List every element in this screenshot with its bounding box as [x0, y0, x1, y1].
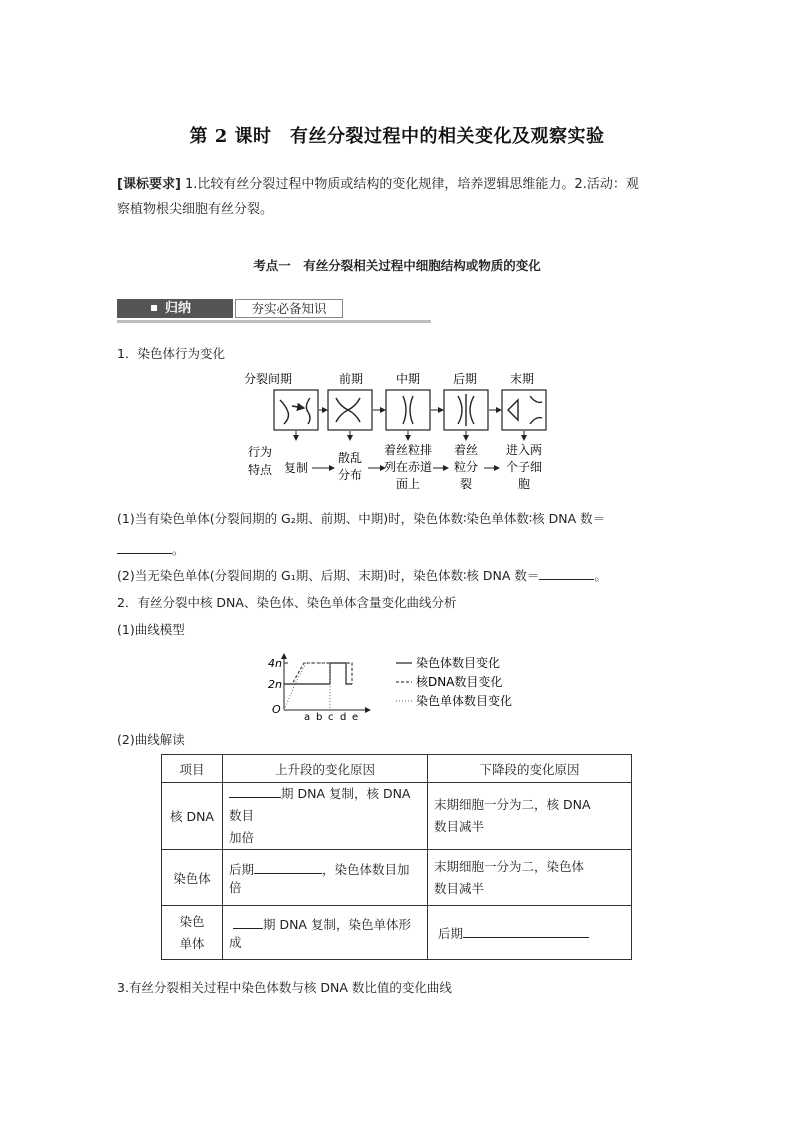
table-cell-down [428, 850, 632, 906]
s1-heading: 1．染色体行为变化 [117, 346, 225, 361]
cell-text: 染色 [179, 913, 205, 929]
behavior-text: 面上 [395, 477, 421, 491]
table-cell-item: 核 DNA [162, 783, 223, 850]
table-row [162, 783, 632, 850]
s2-heading: 2．有丝分裂中核 DNA、染色体、染色单体含量变化曲线分析 [117, 595, 457, 610]
legend-item: 染色体数目变化 [416, 656, 501, 670]
table-header: 下降段的变化原因 [428, 755, 632, 783]
question-1-tail: 。 [172, 542, 185, 557]
banner-right: 夯实必备知识 [235, 299, 343, 318]
table-cell-up [223, 783, 428, 850]
table-header: 上升段的变化原因 [223, 755, 428, 783]
table-row [162, 906, 632, 960]
s3-heading: 3.有丝分裂相关过程中染色体数与核 DNA 数比值的变化曲线 [117, 980, 452, 995]
banner-left-label: 归纳 [165, 301, 192, 316]
cell-text: 期 DNA 复制，染色单体形成 [229, 916, 411, 950]
cell-text: 末期细胞一分为二，染色体 [434, 858, 585, 874]
question-2-text: (2)当无染色单体(分裂间期的 G₁期、后期、末期)时，染色体数∶核 DNA 数＝ [117, 568, 540, 583]
table-row [162, 850, 632, 906]
table-header: 项目 [162, 755, 223, 783]
table-cell-up [223, 906, 428, 960]
behavior-text: 胞 [517, 477, 531, 491]
table-cell-down [428, 783, 632, 850]
requirement-text-2: 察植物根尖细胞有丝分裂。 [117, 202, 274, 217]
requirement-text-1: 1.比较有丝分裂过程中物质或结构的变化规律，培养逻辑思维能力。2.活动：观 [180, 177, 639, 192]
legend-item: 核DNA数目变化 [416, 675, 503, 689]
x-label: b [316, 712, 323, 722]
answer-blank[interactable] [463, 925, 589, 938]
cell-box-interphase [274, 390, 318, 430]
stage-label: 中期 [395, 372, 421, 386]
row-label: 行为 [247, 445, 273, 459]
answer-blank[interactable] [254, 861, 322, 874]
origin-label: O [272, 703, 281, 716]
square-bullet-icon [151, 305, 157, 311]
cell-text: 后期 [437, 925, 463, 941]
cell-box-prophase [328, 390, 372, 430]
dna-curve [284, 663, 352, 684]
section-heading-kaodian: 考点一 有丝分裂相关过程中细胞结构或物质的变化 [253, 258, 541, 273]
cell-text: ，染色体数目加倍 [229, 861, 410, 895]
behavior-text: 个子细 [505, 460, 543, 474]
curve-interpretation-table [161, 754, 632, 960]
x-label: c [328, 712, 334, 722]
behavior-text: 列在赤道 [383, 460, 433, 474]
stage-label: 后期 [452, 372, 478, 386]
cell-box-metaphase [386, 390, 430, 430]
question-2 [117, 566, 607, 584]
behavior-text: 着丝 [453, 443, 479, 457]
stage-label: 分裂间期 [243, 372, 293, 386]
banner-rule [117, 320, 431, 323]
y-label: 2n [268, 678, 282, 691]
behavior-text: 进入两 [505, 443, 543, 457]
table-cell-item: 染色体 [162, 850, 223, 906]
page-title: 第 2 课时 有丝分裂过程中的相关变化及观察实验 [189, 126, 605, 147]
behavior-text: 分布 [337, 468, 363, 482]
x-label: d [340, 712, 347, 722]
cell-text: 末期细胞一分为二，核 DNA [434, 797, 591, 812]
s2-sub2: (2)曲线解读 [117, 732, 185, 747]
cell-text: 数目减半 [434, 880, 485, 896]
row-label: 特点 [247, 463, 273, 477]
curriculum-requirement [117, 172, 679, 222]
stage-label: 末期 [509, 372, 535, 386]
chromatid-curve [284, 663, 330, 710]
table-cell-up [223, 850, 428, 906]
x-label: a [304, 712, 311, 722]
question-1 [117, 509, 687, 558]
stage-label: 前期 [338, 372, 364, 386]
table-header-row [162, 755, 632, 783]
cell-text: 加倍 [229, 830, 255, 845]
x-label: e [352, 712, 359, 722]
cell-text: 单体 [179, 935, 205, 951]
question-1-text: (1)当有染色单体(分裂间期的 G₂期、前期、中期)时，染色体数∶染色单体数∶核 DNA 数＝ [117, 511, 606, 526]
answer-blank[interactable] [229, 785, 281, 798]
answer-blank[interactable] [233, 916, 263, 929]
answer-blank[interactable] [117, 541, 172, 554]
requirement-tag: [课标要求] [117, 177, 181, 192]
banner-left [117, 299, 233, 318]
chromosome-behavior-diagram [240, 366, 570, 496]
behavior-text: 粒分 [453, 460, 479, 474]
cell-text: 后期 [229, 861, 255, 877]
table-cell-down [428, 906, 632, 960]
table-cell-item [162, 906, 223, 960]
behavior-text: 散乱 [337, 451, 363, 465]
answer-blank[interactable] [539, 567, 594, 580]
behavior-text: 复制 [283, 461, 309, 475]
curve-model-chart [262, 652, 542, 722]
behavior-text: 裂 [459, 477, 473, 491]
question-2-tail: 。 [594, 568, 607, 583]
y-label: 4n [268, 657, 282, 670]
legend-item: 染色单体数目变化 [416, 694, 513, 708]
summary-banner [117, 297, 431, 323]
cell-text: 数目减半 [434, 819, 485, 834]
s2-sub1: (1)曲线模型 [117, 622, 185, 637]
behavior-text: 着丝粒排 [383, 443, 433, 457]
cell-text: 期 DNA 复制，核 DNA 数目 [229, 786, 411, 823]
